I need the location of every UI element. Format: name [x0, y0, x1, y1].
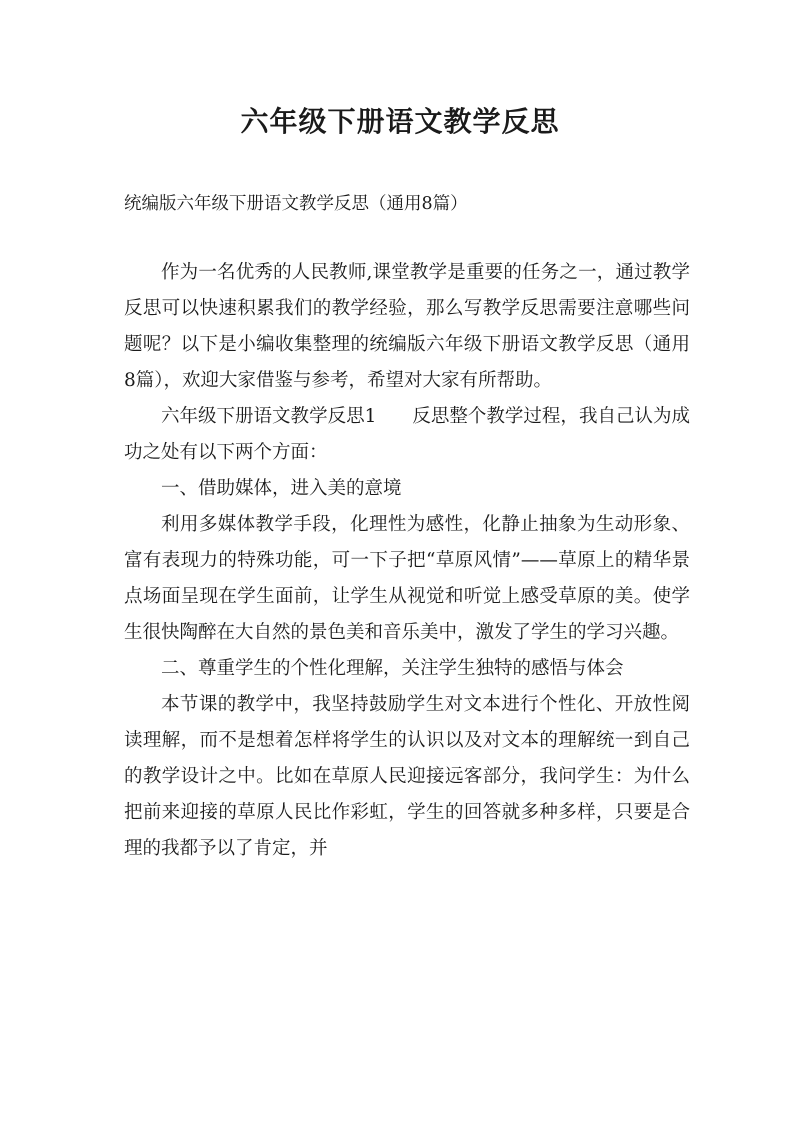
- section-2-paragraph: 本节课的教学中，我坚持鼓励学生对文本进行个性化、开放性阅读理解，而不是想着怎样将学生的认识以及对文本的理解统一到自己的教学设计之中。比如在草原人民迎接远客部分，我问学生：为什么把前来迎接的草原人民比作彩虹，学生的回答就多种多样，只要是合理的我都予以了肯定，并: [124, 694, 690, 859]
- section-heading-2: 二、尊重学生的个性化理解，关注学生独特的感悟与体会: [161, 658, 624, 679]
- document-subtitle: 统编版六年级下册语文教学反思（通用8篇）: [124, 194, 468, 214]
- article-1-title: 六年级下册语文教学反思1: [161, 406, 377, 427]
- article-1-paragraph: [124, 399, 690, 471]
- article-1-lead: 反思整个教学过程，我自己认为成功之处有以下两个方面：: [124, 406, 690, 463]
- section-1-paragraph: 利用多媒体教学手段，化理性为感性，化静止抽象为生动形象、富有表现力的特殊功能，可一下子把“草原风情”——草原上的精华景点场面呈现在学生面前，让学生从视觉和听觉上感受草原的美。使学生很快陶醉在大自然的景色美和音乐美中，激发了学生的学习兴趣。: [124, 514, 690, 643]
- document-body: [124, 255, 690, 867]
- page-title: 六年级下册语文教学反思: [240, 105, 560, 138]
- intro-paragraph: 作为一名优秀的人民教师,课堂教学是重要的任务之一，通过教学反思可以快速积累我们的教学经验，那么写教学反思需要注意哪些问题呢？以下是小编收集整理的统编版六年级下册语文教学反思（通用8篇），欢迎大家借鉴与参考，希望对大家有所帮助。: [124, 262, 690, 391]
- section-heading-1: 一、借助媒体，进入美的意境: [161, 478, 402, 499]
